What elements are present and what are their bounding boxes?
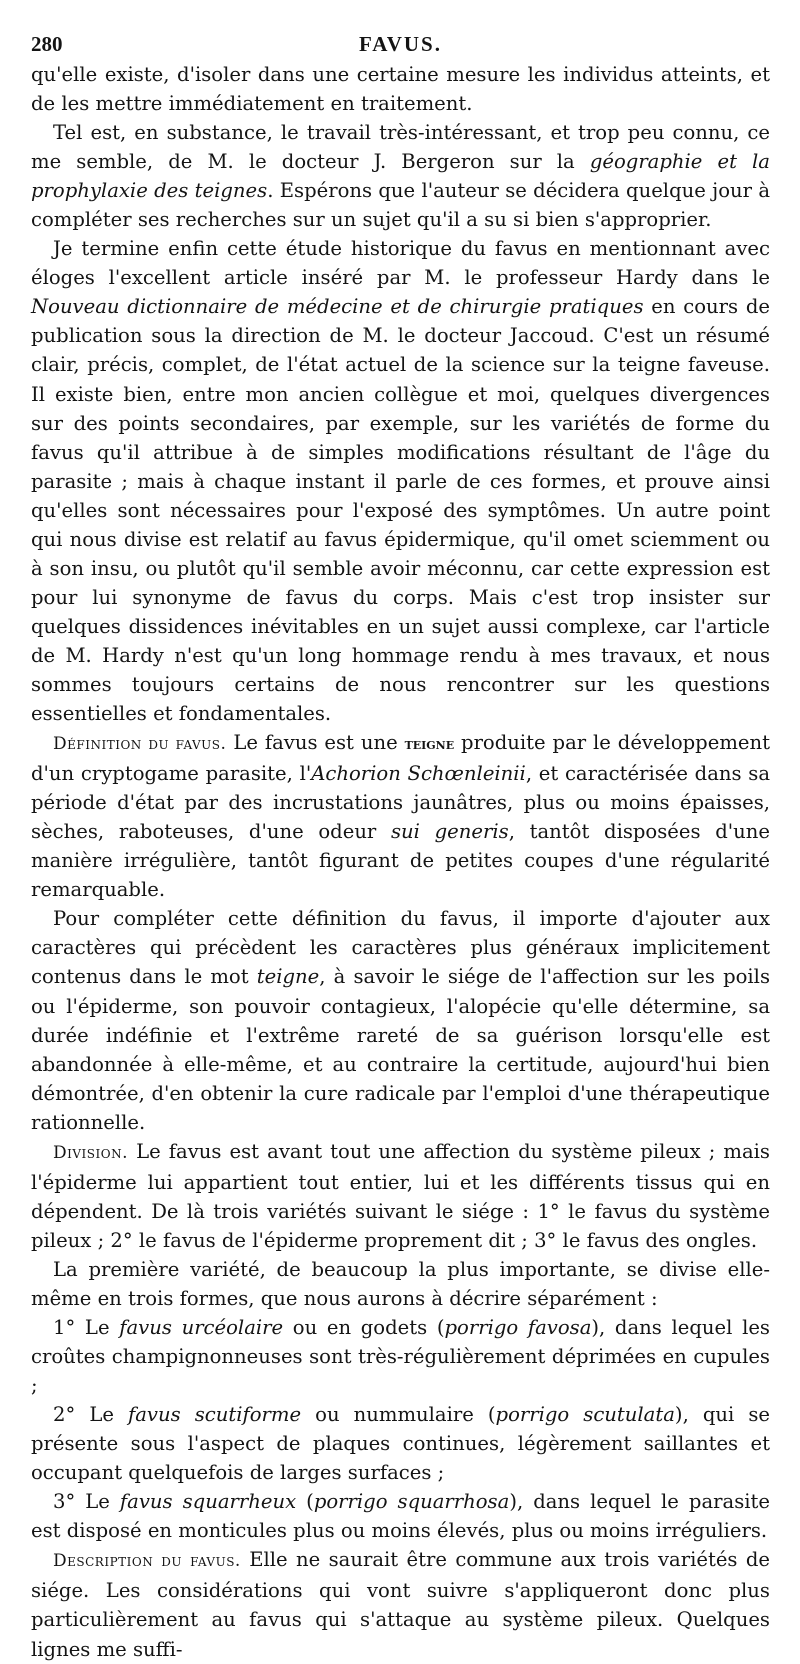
paragraph (31, 728, 770, 904)
heading-smallcaps: teigne (404, 734, 455, 754)
text-run: en cours de publication sous la direction de M. le docteur Jaccoud. C'est un résumé clair, précis, complet, de l'état actuel de la science sur la teigne faveuse. Il existe bien, entre mon ancien collègue et moi, quelques divergences sur des points secondaires, par exemple, sur les variétés de forme du favus qu'il attribue à de simples modifications résultant de l'âge du parasite ; mais à chaque instant il parle de ces formes, et prouve ainsi qu'elles sont nécessaires pour l'exposé des symptômes. Un autre point qui nous divise est relatif au favus épidermique, qu'il omet sciemment ou à son insu, ou plutôt qu'il semble avoir méconnu, car cette expression est pour lui synonyme de favus du corps. Mais c'est trop insister sur quelques dissidences inévitables en un sujet aussi complexe, car l'article de M. Hardy n'est qu'un long hommage rendu à mes travaux, et nous sommes toujours certains de nous rencontrer sur les questions essentielles et fondamentales. (31, 295, 770, 726)
italic-text: géographie et la prophylaxie des teignes (31, 150, 770, 203)
text-run: ), dans lequel les croûtes champignonneuses sont très-régulièrement déprimées en cupules ; (31, 1316, 770, 1398)
text-run: 3° Le (53, 1490, 120, 1514)
italic-text: porrigo squarrhosa (313, 1490, 510, 1514)
text-run: ( (296, 1490, 314, 1514)
heading-smallcaps: Description du favus. (53, 1551, 241, 1572)
italic-text: Achorion Schœnleinii (311, 762, 526, 786)
italic-text: porrigo scutulata (495, 1403, 675, 1427)
text-run: , et caractérisée dans sa période d'état par des incrustations jaunâtres, plus ou moins épaisses, sèches, raboteuses, d'une odeur (31, 762, 771, 844)
paragraph (31, 904, 770, 1136)
text-run: ), dans lequel le parasite est disposé en monticules plus ou moins élevés, plus ou moins irréguliers. (31, 1490, 770, 1543)
text-run: , tantôt disposées d'une manière irrégulière, tantôt figurant de petites coupes d'une régularité remarquable. (31, 820, 770, 902)
text-run: . Espérons que l'auteur se décidera quelque jour à compléter ses recherches sur un sujet qu'il a su si bien s'approprier. (31, 179, 771, 232)
italic-text: teigne (256, 965, 320, 989)
body-text (31, 60, 770, 1664)
italic-text: Nouveau dictionnaire de médecine et de chirurgie pratiques (31, 295, 644, 319)
text-run: qu'elle existe, d'isoler dans une certaine mesure les individus atteints, et de les mettre immédiatement en traitement. (31, 63, 770, 116)
text-run: ou en godets ( (283, 1316, 445, 1340)
text-run: Elle ne saurait être commune aux trois variétés de siége. Les considérations qui vont suivre s'appliqueront donc plus particulièrement au favus qui s'attaque au système pileux. Quelques lignes me suffi- (31, 1548, 770, 1661)
italic-text: favus squarrheux (119, 1490, 297, 1514)
paragraph (31, 1545, 770, 1663)
paragraph (31, 1487, 770, 1545)
italic-text: sui generis (391, 820, 509, 844)
text-run: ), qui se présente sous l'aspect de plaques continues, légèrement saillantes et occupant quelquefois de larges surfaces ; (31, 1403, 770, 1485)
running-title: FAVUS. (359, 32, 442, 56)
paragraph (31, 118, 770, 234)
italic-text: favus urcéolaire (119, 1316, 284, 1340)
text-run: Tel est, en substance, le travail très-intéressant, et trop peu connu, ce me semble, de M. le docteur J. Bergeron sur la (31, 121, 770, 174)
text-run: Le favus est avant tout une affection du système pileux ; mais l'épiderme lui appartient tout entier, lui et les différents tissus qui en dépendent. De là trois variétés suivant le siége : 1° le favus du système pileux ; 2° le favus de l'épiderme proprement dit ; 3° le favus des ongles. (31, 1139, 770, 1252)
paragraph (31, 234, 770, 728)
heading-smallcaps: Définition du favus. (53, 734, 227, 755)
italic-text: favus scutiforme (127, 1403, 302, 1427)
text-run: ou nummulaire ( (301, 1403, 496, 1427)
heading-smallcaps: Division. (53, 1142, 128, 1163)
text-run: 1° Le (53, 1316, 120, 1340)
text-run: produite par le développement d'un cryptogame parasite, l' (31, 731, 770, 786)
italic-text: porrigo favosa (444, 1316, 592, 1340)
paragraph (31, 60, 770, 118)
paragraph (31, 1400, 770, 1487)
text-run: Pour compléter cette définition du favus, il importe d'ajouter aux caractères qui précèdent les caractères plus généraux implicitement contenus dans le mot (31, 907, 770, 989)
paragraph (31, 1313, 770, 1400)
text-run: , à savoir le siége de l'affection sur les poils ou l'épiderme, son pouvoir contagieux, l'alopécie qu'elle détermine, sa durée indéfinie et l'extrême rareté de sa guérison lorsqu'elle est abandonnée à elle-même, et au contraire la certitude, aujourd'hui bien démontrée, d'en obtenir la cure radicale par l'emploi d'une thérapeutique rationnelle. (31, 965, 771, 1134)
text-run: 2° Le (53, 1403, 128, 1427)
page-header (31, 30, 770, 58)
text-run: Je termine enfin cette étude historique du favus en mentionnant avec éloges l'excellent article inséré par M. le professeur Hardy dans le (31, 237, 770, 290)
paragraph (31, 1255, 770, 1313)
text-run: Le favus est une (226, 731, 405, 755)
paragraph (31, 1137, 770, 1255)
page-number: 280 (31, 32, 63, 56)
text-run: La première variété, de beaucoup la plus importante, se divise elle-même en trois formes, que nous aurons à décrire séparément : (31, 1257, 770, 1310)
